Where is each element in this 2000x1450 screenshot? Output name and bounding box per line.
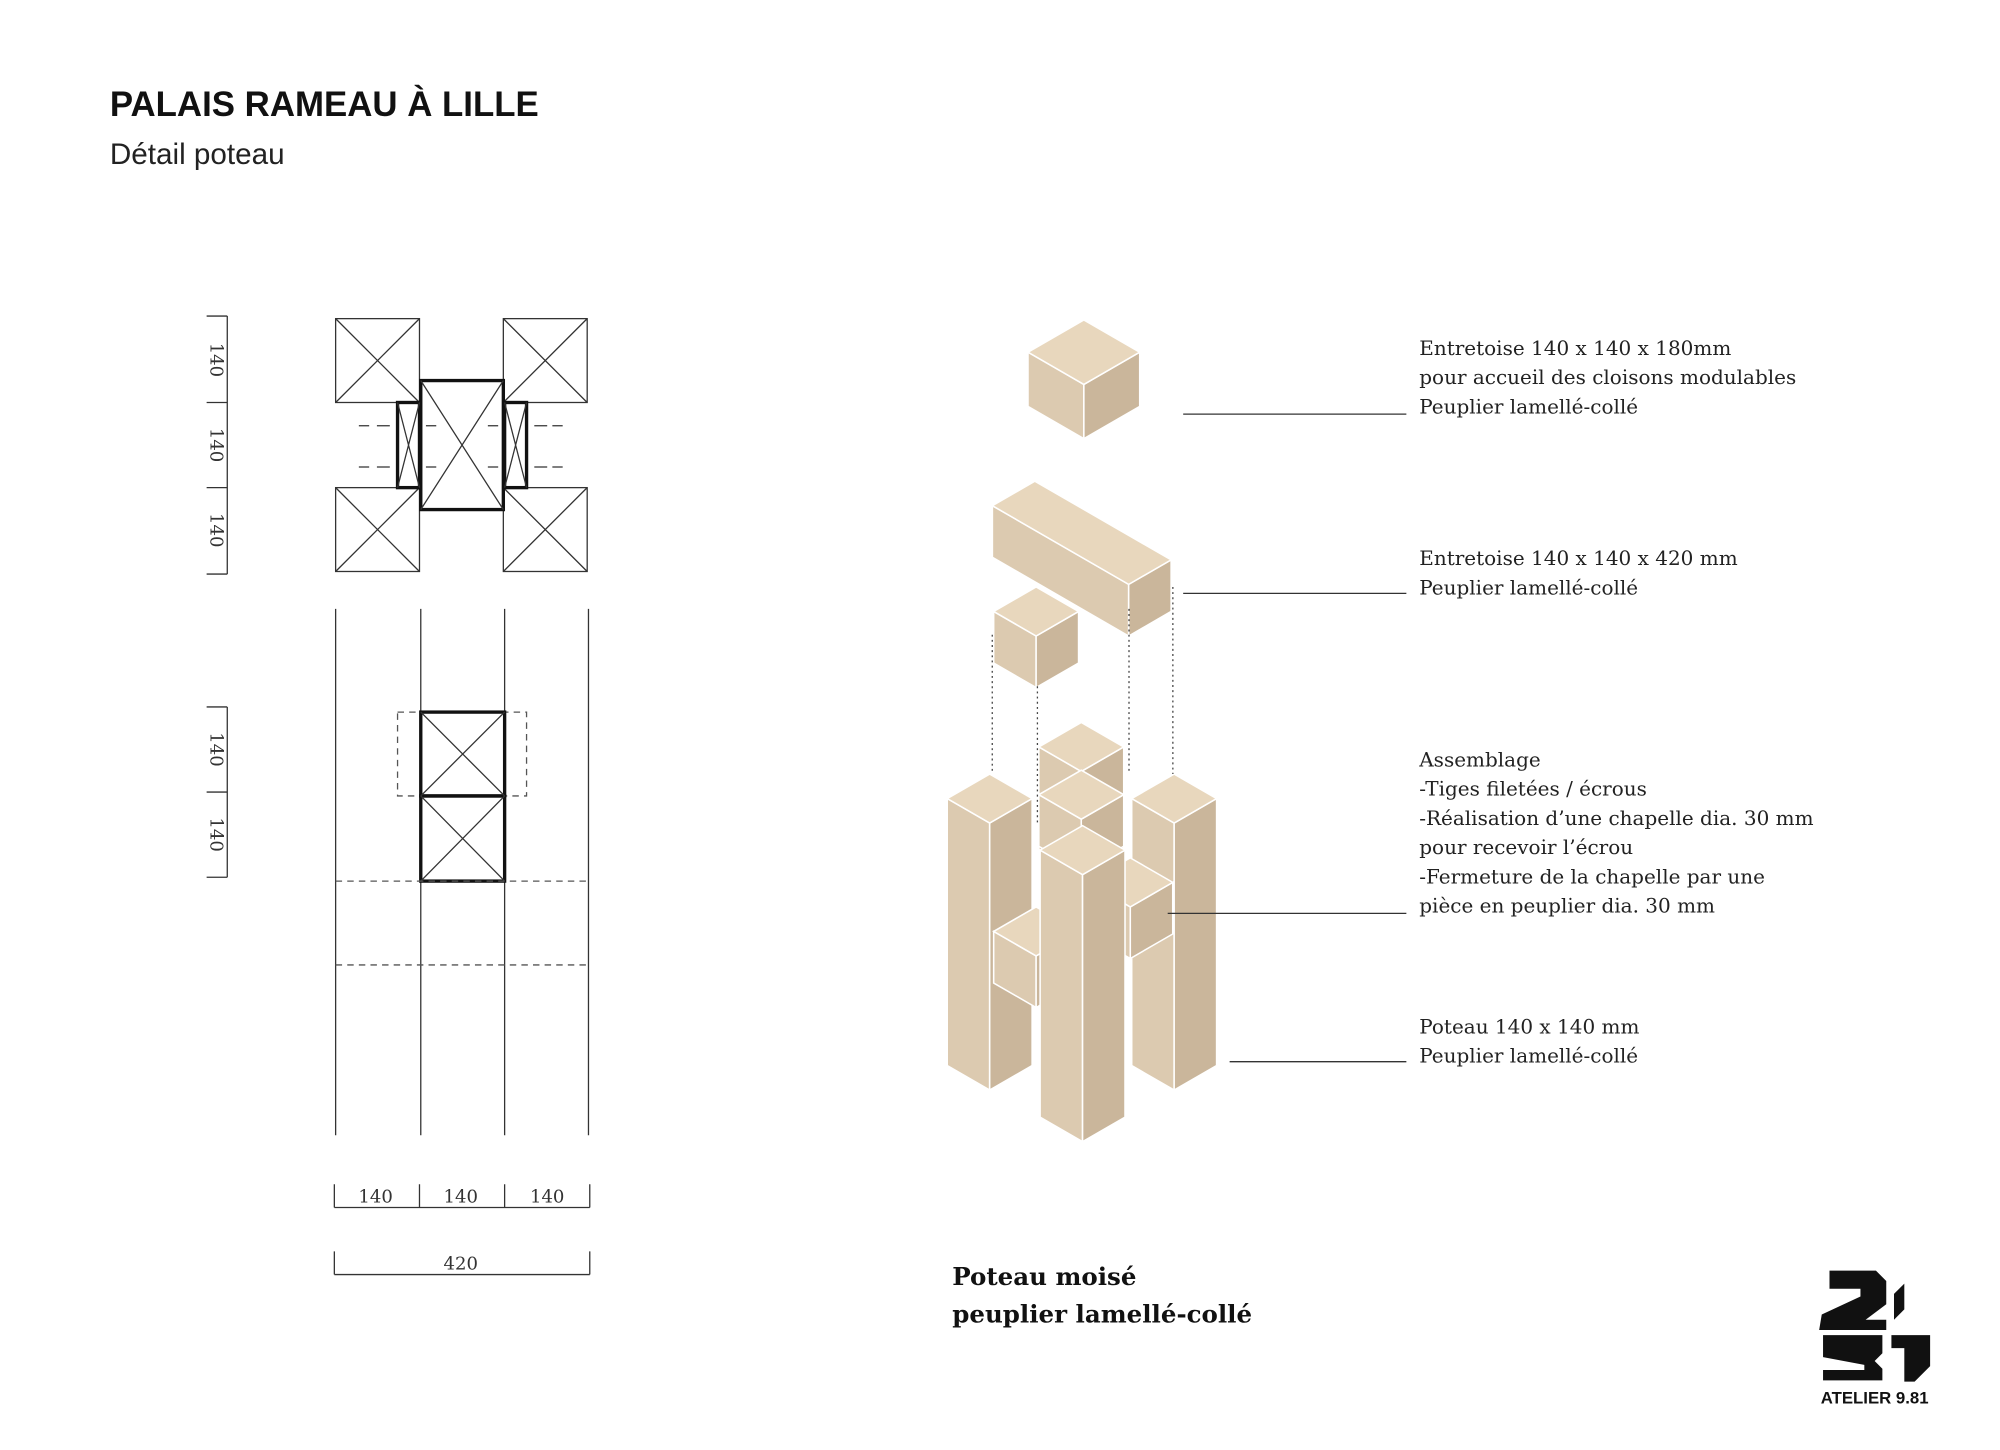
- caption-line-2: peuplier lamellé-collé: [952, 1299, 1253, 1329]
- annotation-line: -Tiges filetées / écrous: [1419, 776, 1647, 801]
- plan-post-cross: [336, 319, 420, 403]
- annotation-line: pour accueil des cloisons modulables: [1419, 365, 1797, 390]
- annotations: [1418, 336, 1813, 1068]
- dim-label: 140: [205, 732, 227, 767]
- spacer-beam-lower: [994, 587, 1079, 688]
- plan-post-cross: [503, 488, 587, 572]
- annotation-line: pièce en peuplier dia. 30 mm: [1419, 893, 1715, 918]
- dim-label: 140: [205, 512, 227, 548]
- annotation-line: -Fermeture de la chapelle par une: [1419, 864, 1765, 889]
- annotation-line: -Réalisation d’une chapelle dia. 30 mm: [1419, 805, 1814, 830]
- dim-total-label: 420: [443, 1253, 478, 1275]
- annotation-line: Peuplier lamellé-collé: [1419, 1043, 1639, 1068]
- dim-label: 140: [443, 1186, 478, 1208]
- annotation-line: Peuplier lamellé-collé: [1419, 394, 1639, 419]
- post-front: [1040, 826, 1125, 1142]
- plan-post-cross: [503, 319, 587, 403]
- page-subtitle: Détail poteau: [109, 137, 285, 171]
- dim-label: 140: [205, 817, 227, 852]
- dim-label: 140: [205, 342, 227, 378]
- annotation-line: Assemblage: [1419, 747, 1541, 772]
- isometric-exploded-view: [947, 320, 1216, 1142]
- page-title: PALAIS RAMEAU À LILLE: [109, 85, 539, 125]
- dim-label: 140: [205, 427, 227, 463]
- plan-post-cross: [336, 488, 420, 572]
- caption-line-1: Poteau moisé: [952, 1261, 1137, 1291]
- dim-label: 140: [529, 1186, 565, 1208]
- dim-label: 140: [358, 1186, 393, 1208]
- annotation-line: Peuplier lamellé-collé: [1419, 575, 1639, 600]
- atelier-logo: [1819, 1271, 1930, 1408]
- logo-name: ATELIER 9.81: [1820, 1388, 1929, 1408]
- annotation-line: Entretoise 140 x 140 x 420 mm: [1419, 546, 1738, 571]
- annotation-line: pour recevoir l’écrou: [1419, 835, 1634, 860]
- annotation-line: Entretoise 140 x 140 x 180mm: [1419, 335, 1732, 360]
- spacer-block-180: [1028, 320, 1140, 439]
- plan-view: [205, 316, 587, 574]
- elevation-view: [205, 609, 589, 1275]
- annotation-line: Poteau 140 x 140 mm: [1419, 1014, 1640, 1039]
